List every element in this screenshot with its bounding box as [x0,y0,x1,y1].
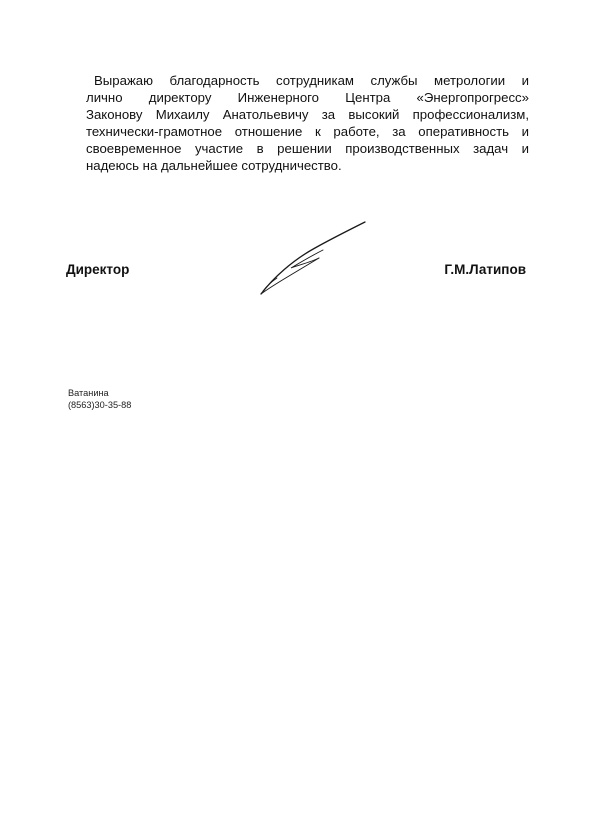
letter-line-3: Законову Михаилу Анатольевичу за высокий профессионализм, [86,107,529,122]
letter-line-4: технически-грамотное отношение к работе, за оперативность и [86,124,529,139]
letter-line-6: надеюсь на дальнейшее сотрудничество. [86,158,342,173]
letter-body [86,72,529,174]
letter-line-5: своевременное участие в решении производственных задач и [86,141,529,156]
executor-name: Ватанина [68,388,109,398]
executor-phone: (8563)30-35-88 [68,400,132,410]
letter-line-2: лично директору Инженерного Центра «Энергопрогресс» [86,90,529,105]
signer-name: Г.М.Латипов [444,262,526,277]
executor-info [68,387,131,411]
handwritten-signature [253,218,368,300]
signer-title: Директор [66,262,130,277]
letter-line-1: Выражаю благодарность сотрудникам службы метрологии и [94,73,529,88]
